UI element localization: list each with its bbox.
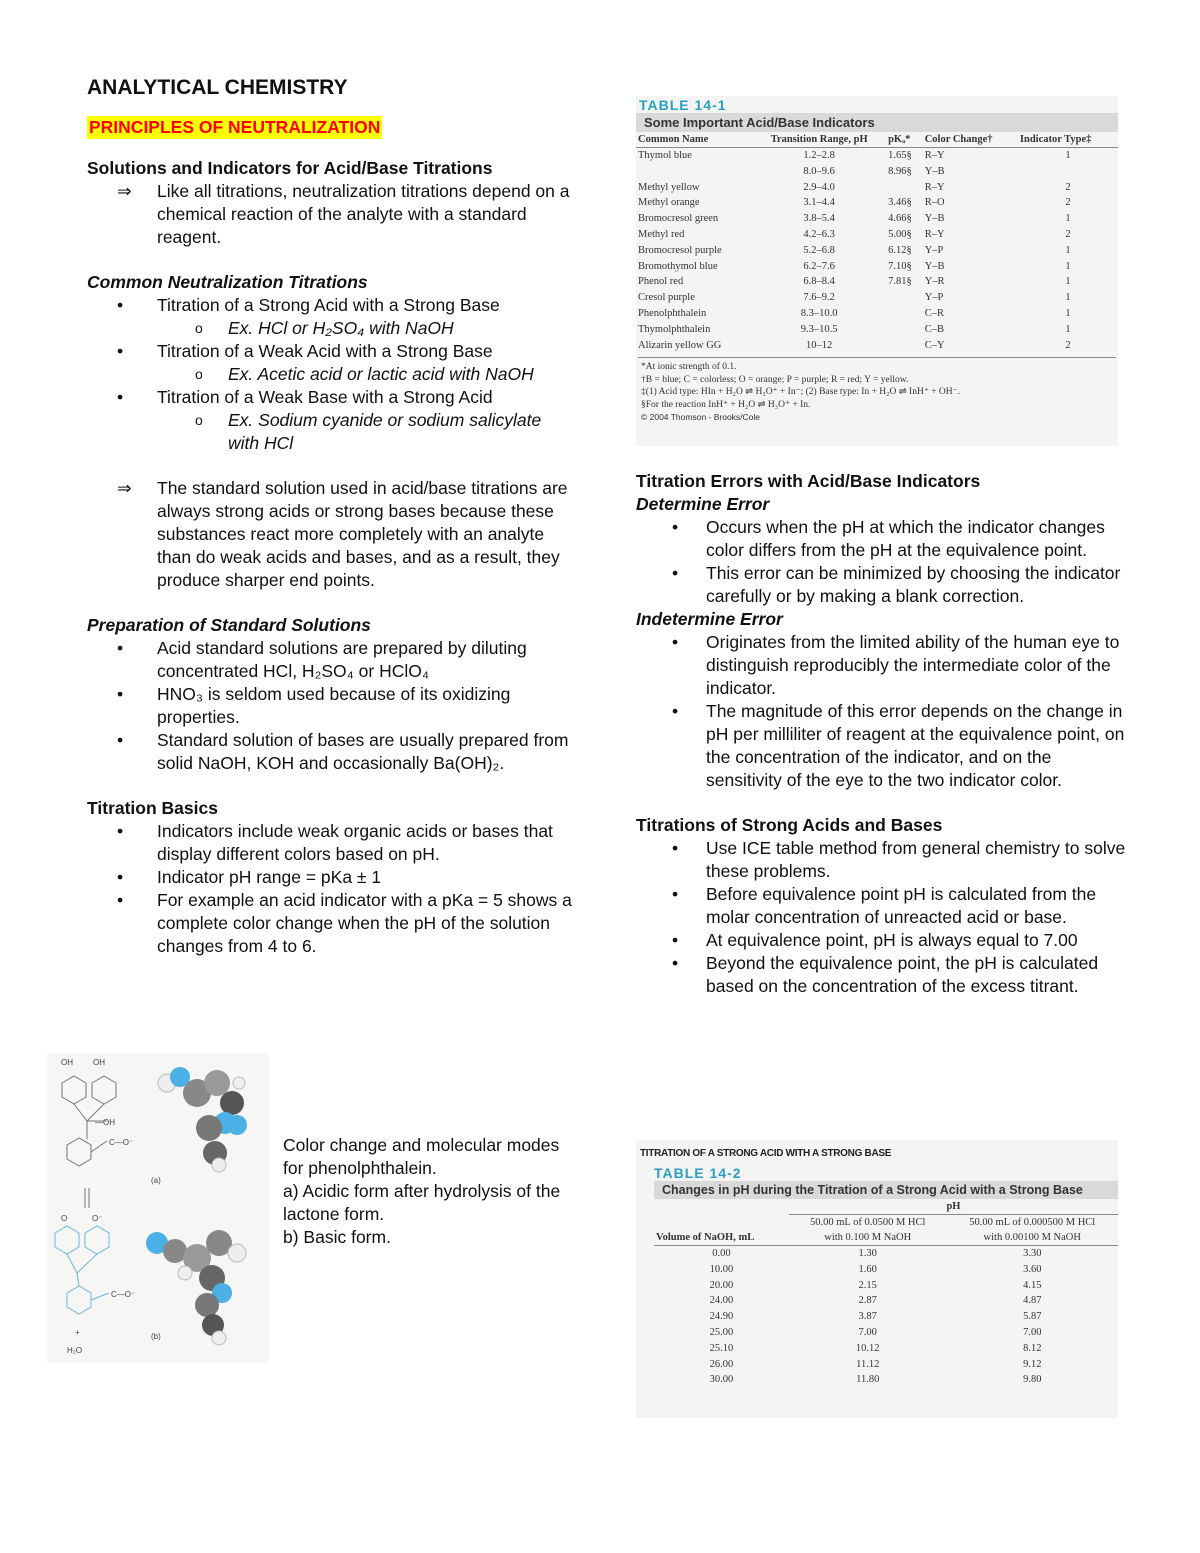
bullet-icon: • bbox=[672, 930, 679, 950]
indicator-table-image bbox=[636, 96, 1118, 446]
arrow-item: ⇒ The standard solution used in acid/base titrations are always strong acids or strong bases because these substances react more completely with an analyte than do weak acids and bases, and as a result, they produce sharper end points. bbox=[117, 478, 568, 590]
caption-line: a) Acidic form after hydrolysis of the bbox=[283, 1181, 561, 1201]
table-header: Indicator Type‡ bbox=[1018, 132, 1118, 148]
titration-table bbox=[654, 1199, 1118, 1388]
list-item: • Acid standard solutions are prepared by diluting concentrated HCl, H₂SO₄ or HClO₄ bbox=[117, 638, 527, 681]
table-cell: 1 bbox=[1065, 307, 1071, 319]
table-cell: 11.12 bbox=[856, 1358, 880, 1370]
table-cell: 1 bbox=[1065, 292, 1071, 304]
table-cell: 20.00 bbox=[709, 1279, 734, 1291]
table-cell: 3.8–5.4 bbox=[803, 213, 835, 225]
table-cell bbox=[886, 180, 923, 196]
table-cell: 10.12 bbox=[855, 1342, 880, 1354]
footnote: †B = blue; C = colorless; O = orange; P = purple; R = red; Y = yellow. bbox=[641, 374, 909, 385]
table-cell: 6.12§ bbox=[888, 244, 912, 256]
titration-table-image bbox=[636, 1140, 1118, 1418]
table-cell: 0.00 bbox=[712, 1248, 731, 1259]
table-cell: 4.15 bbox=[1023, 1279, 1042, 1291]
table-cell: 2 bbox=[1065, 339, 1071, 351]
list-item: • Indicator pH range = pKa ± 1 bbox=[117, 867, 382, 887]
table-row bbox=[636, 306, 1118, 322]
phenolphthalein-figure bbox=[47, 1053, 269, 1363]
table-caption: Some Important Acid/Base Indicators bbox=[636, 113, 1118, 132]
table-row bbox=[636, 164, 1118, 180]
table-cell: 4.66§ bbox=[888, 213, 912, 225]
footnote: *At ionic strength of 0.1. bbox=[641, 362, 737, 373]
table-caption: Changes in pH during the Titration of a Strong Acid with a Strong Base bbox=[654, 1181, 1118, 1199]
table-cell: Y–R bbox=[924, 276, 945, 288]
table-cell: 5.87 bbox=[1023, 1311, 1042, 1323]
table-cell: 1.65§ bbox=[888, 150, 912, 161]
oh-label-1: OH bbox=[61, 1058, 73, 1067]
page-title: ANALYTICAL CHEMISTRY bbox=[87, 76, 348, 99]
table-cell: 3.60 bbox=[1023, 1263, 1042, 1275]
table-cell: 10.00 bbox=[709, 1263, 734, 1275]
table-header: Common Name bbox=[636, 132, 752, 148]
table-cell: R–Y bbox=[924, 228, 945, 240]
space-filling-model-b bbox=[146, 1230, 246, 1345]
table-cell bbox=[886, 290, 923, 306]
table-cell: 7.10§ bbox=[888, 260, 912, 272]
table-cell: 9.80 bbox=[1023, 1374, 1042, 1386]
caption-line: lactone form. bbox=[283, 1204, 385, 1224]
table-cell: 3.1–4.4 bbox=[803, 197, 835, 209]
table-cell: 1 bbox=[1065, 213, 1071, 225]
table-cell: 1 bbox=[1065, 244, 1071, 256]
table-cell: Bromothymol blue bbox=[638, 260, 718, 272]
table-row bbox=[654, 1246, 1118, 1262]
table-cell: 2.87 bbox=[858, 1295, 877, 1307]
table-cell: R–Y bbox=[924, 150, 945, 161]
table-row bbox=[636, 338, 1118, 354]
table-cell: Methyl yellow bbox=[638, 181, 700, 193]
table-cell: 1 bbox=[1065, 276, 1071, 288]
table-cell: Thymol blue bbox=[638, 150, 692, 161]
left-column bbox=[87, 74, 577, 958]
list-item: • The magnitude of this error depends on the change in pH per milliliter of reagent at the equivalence point, on the concentration of the indicator, and on the sensitivity of the eye to the two indicator color. bbox=[672, 701, 1125, 790]
table-cell: 3.87 bbox=[858, 1311, 877, 1323]
table-banner: TITRATION OF A STRONG ACID WITH A STRONG BASE bbox=[640, 1148, 892, 1159]
carboxyl-label-2: C—O⁻ bbox=[111, 1290, 136, 1299]
table-cell: 24.00 bbox=[709, 1295, 734, 1307]
list-item: • Beyond the equivalence point, the pH is calculated based on the concentration of the excess titrant. bbox=[672, 953, 1099, 996]
list-item: • Originates from the limited ability of the human eye to distinguish reproducibly the intermediate color of the indicator. bbox=[672, 632, 1120, 698]
col-header: with 0.00100 M NaOH bbox=[947, 1230, 1118, 1246]
bullet-icon: • bbox=[672, 563, 679, 583]
table-cell: 1.30 bbox=[858, 1248, 877, 1259]
table-footnotes bbox=[638, 357, 1116, 424]
table-row bbox=[654, 1278, 1118, 1294]
table-row bbox=[654, 1325, 1118, 1341]
figure-caption bbox=[283, 1134, 573, 1249]
right-column bbox=[636, 470, 1126, 998]
arrow-icon: ⇒ bbox=[117, 181, 132, 201]
table-cell: 5.2–6.8 bbox=[803, 244, 835, 256]
table-cell: 9.3–10.5 bbox=[800, 323, 838, 335]
col-header: 50.00 mL of 0.000500 M HCl bbox=[969, 1217, 1096, 1228]
table-row bbox=[654, 1309, 1118, 1325]
arrow-item: ⇒ Like all titrations, neutralization titrations depend on a chemical reaction of the analyte with a standard reagent. bbox=[117, 181, 570, 247]
table-cell: 1 bbox=[1065, 323, 1071, 335]
caption-line: Color change and molecular modes for phenolphthalein. bbox=[283, 1135, 560, 1178]
table-header: pKₐ* bbox=[886, 132, 923, 148]
copyright: © 2004 Thomson - Brooks/Cole bbox=[641, 412, 761, 423]
space-filling-model-a bbox=[158, 1067, 247, 1172]
bullet-icon: • bbox=[672, 838, 679, 858]
caption-line: b) Basic form. bbox=[283, 1227, 391, 1247]
bullet-icon: • bbox=[117, 638, 124, 658]
table-cell: 8.0–9.6 bbox=[803, 165, 835, 177]
table-row bbox=[636, 180, 1118, 196]
table-cell: 8.12 bbox=[1023, 1342, 1042, 1354]
table-cell: 5.00§ bbox=[888, 228, 912, 240]
heading-solutions-indicators: Solutions and Indicators for Acid/Base Titrations bbox=[87, 158, 493, 178]
table-cell: 25.10 bbox=[709, 1342, 734, 1354]
bullet-icon: • bbox=[117, 890, 124, 910]
arrow-icon: ⇒ bbox=[117, 478, 132, 498]
table-cell: Bromocresol purple bbox=[638, 244, 722, 256]
table-cell: Phenolphthalein bbox=[638, 307, 707, 319]
table-row bbox=[654, 1372, 1118, 1388]
table-cell bbox=[886, 322, 923, 338]
water-label: H₂O bbox=[67, 1346, 83, 1355]
table-cell: R–O bbox=[924, 197, 945, 209]
table-row bbox=[636, 290, 1118, 306]
table-cell: Cresol purple bbox=[638, 292, 695, 304]
table-cell: C–R bbox=[924, 307, 944, 319]
table-row bbox=[636, 227, 1118, 243]
table-cell: Methyl orange bbox=[638, 197, 700, 209]
col-header: with 0.100 M NaOH bbox=[789, 1230, 947, 1246]
table-cell: 1 bbox=[1065, 150, 1071, 161]
table-cell bbox=[1018, 164, 1118, 180]
circle-bullet-icon: o bbox=[195, 366, 203, 382]
table-cell: 3.46§ bbox=[888, 197, 912, 209]
table-cell: 26.00 bbox=[709, 1358, 734, 1370]
table-cell: C–Y bbox=[924, 339, 945, 351]
table-cell bbox=[886, 338, 923, 354]
bullet-icon: • bbox=[117, 821, 124, 841]
o-label-2: O⁻ bbox=[92, 1214, 103, 1223]
table-cell: 6.2–7.6 bbox=[803, 260, 835, 272]
bullet-icon: • bbox=[117, 867, 124, 887]
col-header: 50.00 mL of 0.0500 M HCl bbox=[810, 1217, 926, 1228]
bullet-icon: • bbox=[672, 517, 679, 537]
footnote: §For the reaction InH⁺ + H₂O ⇌ H₃O⁺ + In. bbox=[641, 399, 811, 410]
table-cell: 8.96§ bbox=[888, 165, 912, 177]
table-row bbox=[636, 274, 1118, 290]
table-cell: Thymolphthalein bbox=[638, 323, 711, 335]
table-cell: 3.30 bbox=[1023, 1248, 1042, 1259]
list-item: • At equivalence point, pH is always equal to 7.00 bbox=[672, 930, 1078, 950]
plus-label: + bbox=[75, 1328, 80, 1337]
footnote: ‡(1) Acid type: HIn + H₂O ⇌ H₃O⁺ + In⁻; (2) Base type: In + H₂O ⇌ InH⁺ + OH⁻. bbox=[641, 387, 961, 398]
table-cell: 7.00 bbox=[858, 1326, 877, 1338]
table-cell: Bromocresol green bbox=[638, 213, 719, 225]
sub-list-item: o Ex. Acetic acid or lactic acid with NaOH bbox=[195, 364, 534, 384]
table-cell: 25.00 bbox=[709, 1326, 734, 1338]
table-cell: 4.2–6.3 bbox=[803, 228, 835, 240]
table-cell: Y–B bbox=[924, 165, 945, 177]
titration-table-body bbox=[654, 1246, 1118, 1389]
molecule-diagram bbox=[47, 1053, 269, 1363]
table-cell: Phenol red bbox=[638, 276, 684, 288]
table-header: Transition Range, pH bbox=[752, 132, 886, 148]
table-cell: 7.00 bbox=[1023, 1326, 1042, 1338]
table-cell: Y–B bbox=[924, 260, 945, 272]
carboxyl-label-1: C—O⁻ bbox=[109, 1138, 134, 1147]
list-item: • Occurs when the pH at which the indicator changes color differs from the pH at the equivalence point. bbox=[672, 517, 1105, 560]
table-row bbox=[654, 1262, 1118, 1278]
table-row bbox=[636, 243, 1118, 259]
subheading-determine-error: Determine Error bbox=[636, 494, 770, 514]
list-item: • Indicators include weak organic acids or bases that display different colors based on pH. bbox=[117, 821, 553, 864]
o-label-1: O bbox=[61, 1214, 68, 1223]
bullet-icon: • bbox=[672, 632, 679, 652]
table-row bbox=[636, 211, 1118, 227]
table-cell: 2 bbox=[1065, 228, 1071, 240]
heading-titration-basics: Titration Basics bbox=[87, 798, 218, 818]
list-item: • Titration of a Weak Acid with a Strong Base bbox=[117, 341, 493, 361]
table-cell: 11.80 bbox=[856, 1374, 880, 1386]
list-item: • For example an acid indicator with a pKa = 5 shows a complete color change when the pH of the solution changes from 4 to 6. bbox=[117, 890, 572, 956]
table-cell: R–Y bbox=[924, 181, 945, 193]
heading-common-titrations: Common Neutralization Titrations bbox=[87, 272, 368, 292]
table-label: TABLE 14-2 bbox=[654, 1165, 742, 1181]
sub-list-item: o Ex. HCl or H₂SO₄ with NaOH bbox=[195, 318, 454, 338]
table-cell bbox=[886, 306, 923, 322]
table-cell: Y–P bbox=[924, 292, 944, 304]
indicator-table-body bbox=[636, 148, 1118, 354]
section-highlight: PRINCIPLES OF NEUTRALIZATION bbox=[89, 117, 381, 137]
table-cell: 9.12 bbox=[1023, 1358, 1042, 1370]
table-row bbox=[654, 1293, 1118, 1309]
list-item: • Before equivalence point pH is calculated from the molar concentration of unreacted acid or base. bbox=[672, 884, 1097, 927]
heading-strong-acids-bases: Titrations of Strong Acids and Bases bbox=[636, 815, 943, 835]
figure-label-a: (a) bbox=[151, 1176, 161, 1185]
table-row bbox=[636, 322, 1118, 338]
col-header: Volume of NaOH, mL bbox=[654, 1230, 789, 1246]
table-cell: 1.60 bbox=[858, 1263, 877, 1275]
table-cell: Methyl red bbox=[638, 228, 685, 240]
heading-preparation: Preparation of Standard Solutions bbox=[87, 615, 371, 635]
table-cell: 6.8–8.4 bbox=[803, 276, 835, 288]
bullet-icon: • bbox=[672, 884, 679, 904]
bullet-icon: • bbox=[672, 953, 679, 973]
table-cell: 2.9–4.0 bbox=[803, 181, 835, 193]
list-item: • Use ICE table method from general chemistry to solve these problems. bbox=[672, 838, 1126, 881]
table-cell: 7.81§ bbox=[888, 276, 912, 288]
bullet-icon: • bbox=[672, 701, 679, 721]
table-row bbox=[636, 148, 1118, 164]
table-cell: C–B bbox=[924, 323, 944, 335]
circle-bullet-icon: o bbox=[195, 320, 203, 336]
figure-label-b: (b) bbox=[151, 1332, 161, 1341]
list-item: • Titration of a Strong Acid with a Strong Base bbox=[117, 295, 500, 315]
bullet-icon: • bbox=[117, 295, 124, 315]
table-cell: 2 bbox=[1065, 181, 1071, 193]
table-cell: 2 bbox=[1065, 197, 1071, 209]
bullet-icon: • bbox=[117, 387, 124, 407]
table-cell bbox=[636, 164, 752, 180]
bullet-icon: • bbox=[117, 341, 124, 361]
circle-bullet-icon: o bbox=[195, 412, 203, 428]
heading-titration-errors: Titration Errors with Acid/Base Indicators bbox=[636, 471, 981, 491]
table-cell: 1.2–2.8 bbox=[803, 150, 835, 161]
oh-label-2: OH bbox=[93, 1058, 105, 1067]
table-cell: 10–12 bbox=[806, 339, 833, 351]
list-item: • Titration of a Weak Base with a Strong Acid bbox=[117, 387, 493, 407]
list-item: • HNO₃ is seldom used because of its oxidizing properties. bbox=[117, 684, 511, 727]
table-cell: 4.87 bbox=[1023, 1295, 1042, 1307]
list-item: • Standard solution of bases are usually prepared from solid NaOH, KOH and occasionally Ba(OH)₂. bbox=[117, 730, 569, 773]
table-cell: Y–B bbox=[924, 213, 945, 225]
table-cell: Alizarin yellow GG bbox=[638, 339, 722, 351]
table-label: TABLE 14-1 bbox=[639, 97, 727, 113]
subheading-indetermine-error: Indetermine Error bbox=[636, 609, 783, 629]
table-header: Color Change† bbox=[923, 132, 1018, 148]
indicator-table bbox=[636, 132, 1118, 353]
bullet-icon: • bbox=[117, 730, 124, 750]
table-cell: 7.6–9.2 bbox=[803, 292, 835, 304]
bullet-icon: • bbox=[117, 684, 124, 704]
table-row bbox=[636, 259, 1118, 275]
table-cell: 8.3–10.0 bbox=[800, 307, 838, 319]
table-cell: 1 bbox=[1065, 260, 1071, 272]
table-cell: Y–P bbox=[924, 244, 944, 256]
table-cell: 30.00 bbox=[709, 1374, 734, 1386]
sub-list-item: o Ex. Sodium cyanide or sodium salicylate with HCl bbox=[195, 410, 542, 453]
table-row bbox=[654, 1341, 1118, 1357]
oh-label-3: —OH bbox=[95, 1118, 115, 1127]
table-row bbox=[636, 195, 1118, 211]
bullet-list bbox=[87, 294, 577, 317]
list-item: • This error can be minimized by choosing the indicator carefully or by making a blank correction. bbox=[672, 563, 1121, 606]
table-cell: 2.15 bbox=[858, 1279, 877, 1291]
table-row bbox=[654, 1357, 1118, 1373]
ph-header: pH bbox=[789, 1199, 1118, 1215]
table-cell: 24.90 bbox=[709, 1311, 734, 1323]
